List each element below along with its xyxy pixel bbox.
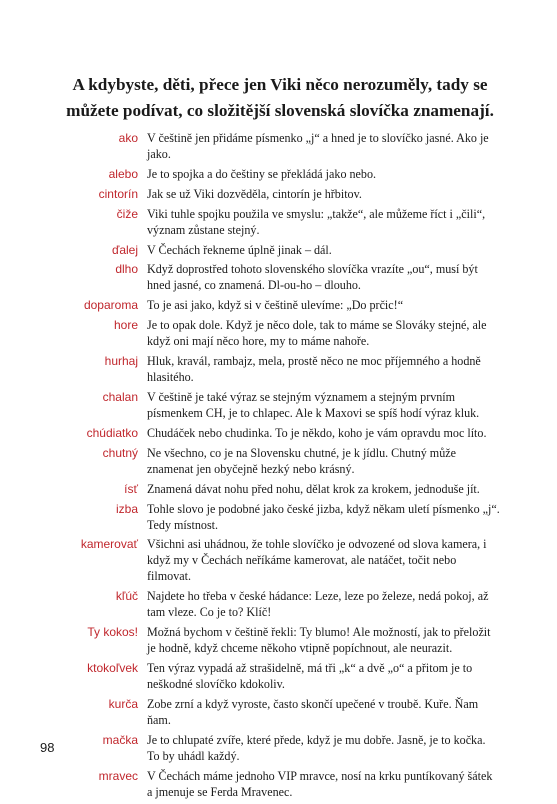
glossary-definition: Znamená dávat nohu před nohu, dělat krok za krokem, jednoduše jít. xyxy=(147,481,480,496)
page-heading: A kdybyste, děti, přece jen Viki něco nerozuměly, tady se můžete podívat, co složitější slovenská slovíčka znamenají. xyxy=(66,75,494,120)
glossary-term: hurhaj xyxy=(104,354,138,369)
glossary-definition: Možná bychom v češtině řekli: Ty blumo! Ale možností, jak to přeložit je hodně, když chceme někoho vtipně popíchnout, ale neurazit. xyxy=(147,625,491,656)
glossary-term: mačka xyxy=(102,732,138,747)
glossary-definition: Tohle slovo je podobné jako české jizba, když někam uletí písmenko „j“. Tedy místnost. xyxy=(147,501,500,532)
glossary-definition: Najdete ho třeba v české hádance: Leze, leze po železe, nedá pokoj, až tam vleze. Co je to? Klíč! xyxy=(147,589,489,620)
glossary-term: chalan xyxy=(102,390,138,405)
glossary-term: kurča xyxy=(108,697,138,712)
glossary-definition: V češtině jen přidáme písmenko „j“ a hned je to slovíčko jasné. Ako je jako. xyxy=(147,131,489,161)
glossary-term: alebo xyxy=(108,166,138,181)
glossary-list xyxy=(40,130,500,804)
glossary-term: dlho xyxy=(115,262,138,277)
glossary-term: doparoma xyxy=(83,298,138,313)
glossary-definition: Hluk, kravál, rambajz, mela, prostě něco ne moc příjemného a hodně hlasitého. xyxy=(147,354,481,385)
glossary-entry xyxy=(40,624,500,656)
page-number: 98 xyxy=(40,740,55,755)
glossary-term: ísť xyxy=(124,481,138,496)
glossary-term: kľúč xyxy=(115,589,138,604)
glossary-entry xyxy=(40,768,500,800)
glossary-definition: Je to opak dole. Když je něco dole, tak to máme se Slováky stejné, ale když oni mají něco hore, my to máme nahoře. xyxy=(147,318,487,349)
glossary-entry xyxy=(40,425,500,441)
glossary-definition: Všichni asi uhádnou, že tohle slovíčko je odvozené od slova kamera, i když my v Čechách neříkáme kamerovat, ale natáčet, točit nebo filmovat. xyxy=(147,537,487,584)
glossary-definition: V Čechách řekneme úplně jinak – dál. xyxy=(147,242,332,257)
glossary-entry xyxy=(40,696,500,728)
glossary-entry xyxy=(40,130,500,162)
glossary-definition: V češtině je také výraz se stejným významem a stejným prvním písmenkem CH, je to chlapec. Ale k Maxovi se spíš hodí výraz kluk. xyxy=(147,390,480,421)
glossary-term: chutný xyxy=(102,445,138,460)
glossary-entry xyxy=(40,297,500,313)
glossary-term: ktokoľvek xyxy=(87,661,138,676)
glossary-term: hore xyxy=(113,318,138,333)
glossary-term: izba xyxy=(115,501,138,516)
glossary-term: čiže xyxy=(116,206,138,221)
glossary-entry xyxy=(40,242,500,258)
glossary-entry xyxy=(40,445,500,477)
glossary-entry xyxy=(40,317,500,349)
glossary-term: ďalej xyxy=(111,242,138,257)
glossary-entry xyxy=(40,389,500,421)
glossary-entry xyxy=(40,501,500,533)
glossary-definition: Zobe zrní a když vyroste, často skončí upečené v troubě. Kuře. Ňam ňam. xyxy=(147,697,479,728)
glossary-definition: Chudáček nebo chudinka. To je někdo, koho je vám opravdu moc líto. xyxy=(147,425,487,440)
glossary-entry xyxy=(40,732,500,764)
glossary-entry xyxy=(40,206,500,238)
glossary-definition: Ne všechno, co je na Slovensku chutné, je k jídlu. Chutný může znamenat jen obyčejně hezký nebo krásný. xyxy=(147,445,456,476)
glossary-term: cintorín xyxy=(98,186,138,201)
glossary-definition: Jak se už Viki dozvěděla, cintorín je hřbitov. xyxy=(147,186,362,201)
glossary-entry xyxy=(40,660,500,692)
glossary-definition: Ten výraz vypadá až strašidelně, má tři „k“ a dvě „o“ a přitom je to neškodné slovíčko kdokoliv. xyxy=(147,661,473,692)
glossary-entry xyxy=(40,481,500,497)
glossary-entry xyxy=(40,261,500,293)
glossary-definition: To je asi jako, když si v češtině ulevíme: „Do prčic!“ xyxy=(147,298,404,313)
glossary-entry xyxy=(40,186,500,202)
glossary-definition: Viki tuhle spojku použila ve smyslu: „takže“, ale můžeme říct i „čili“, význam zůstane stejný. xyxy=(147,206,486,237)
glossary-entry xyxy=(40,166,500,182)
glossary-term: Ty kokos! xyxy=(87,625,138,640)
glossary-term: kamerovať xyxy=(80,537,138,552)
glossary-definition: Je to chlupaté zvíře, které přede, když je mu dobře. Jasně, je to kočka. To by uhádl každý. xyxy=(147,732,486,763)
glossary-definition: Když doprostřed tohoto slovenského slovíčka vrazíte „ou“, musí být hned jasné, co znamená. Dl-ou-ho – dlouho. xyxy=(147,262,478,293)
glossary-entry xyxy=(40,588,500,620)
glossary-term: mravec xyxy=(98,768,138,783)
glossary-term: chúdiatko xyxy=(86,425,138,440)
glossary-entry xyxy=(40,536,500,584)
glossary-definition: Je to spojka a do češtiny se překládá jako nebo. xyxy=(147,166,377,181)
glossary-definition: V Čechách máme jednoho VIP mravce, nosí na krku puntíkovaný šátek a jmenuje se Ferda Mravenec. xyxy=(147,768,493,799)
glossary-term: ako xyxy=(118,131,138,145)
glossary-entry xyxy=(40,353,500,385)
